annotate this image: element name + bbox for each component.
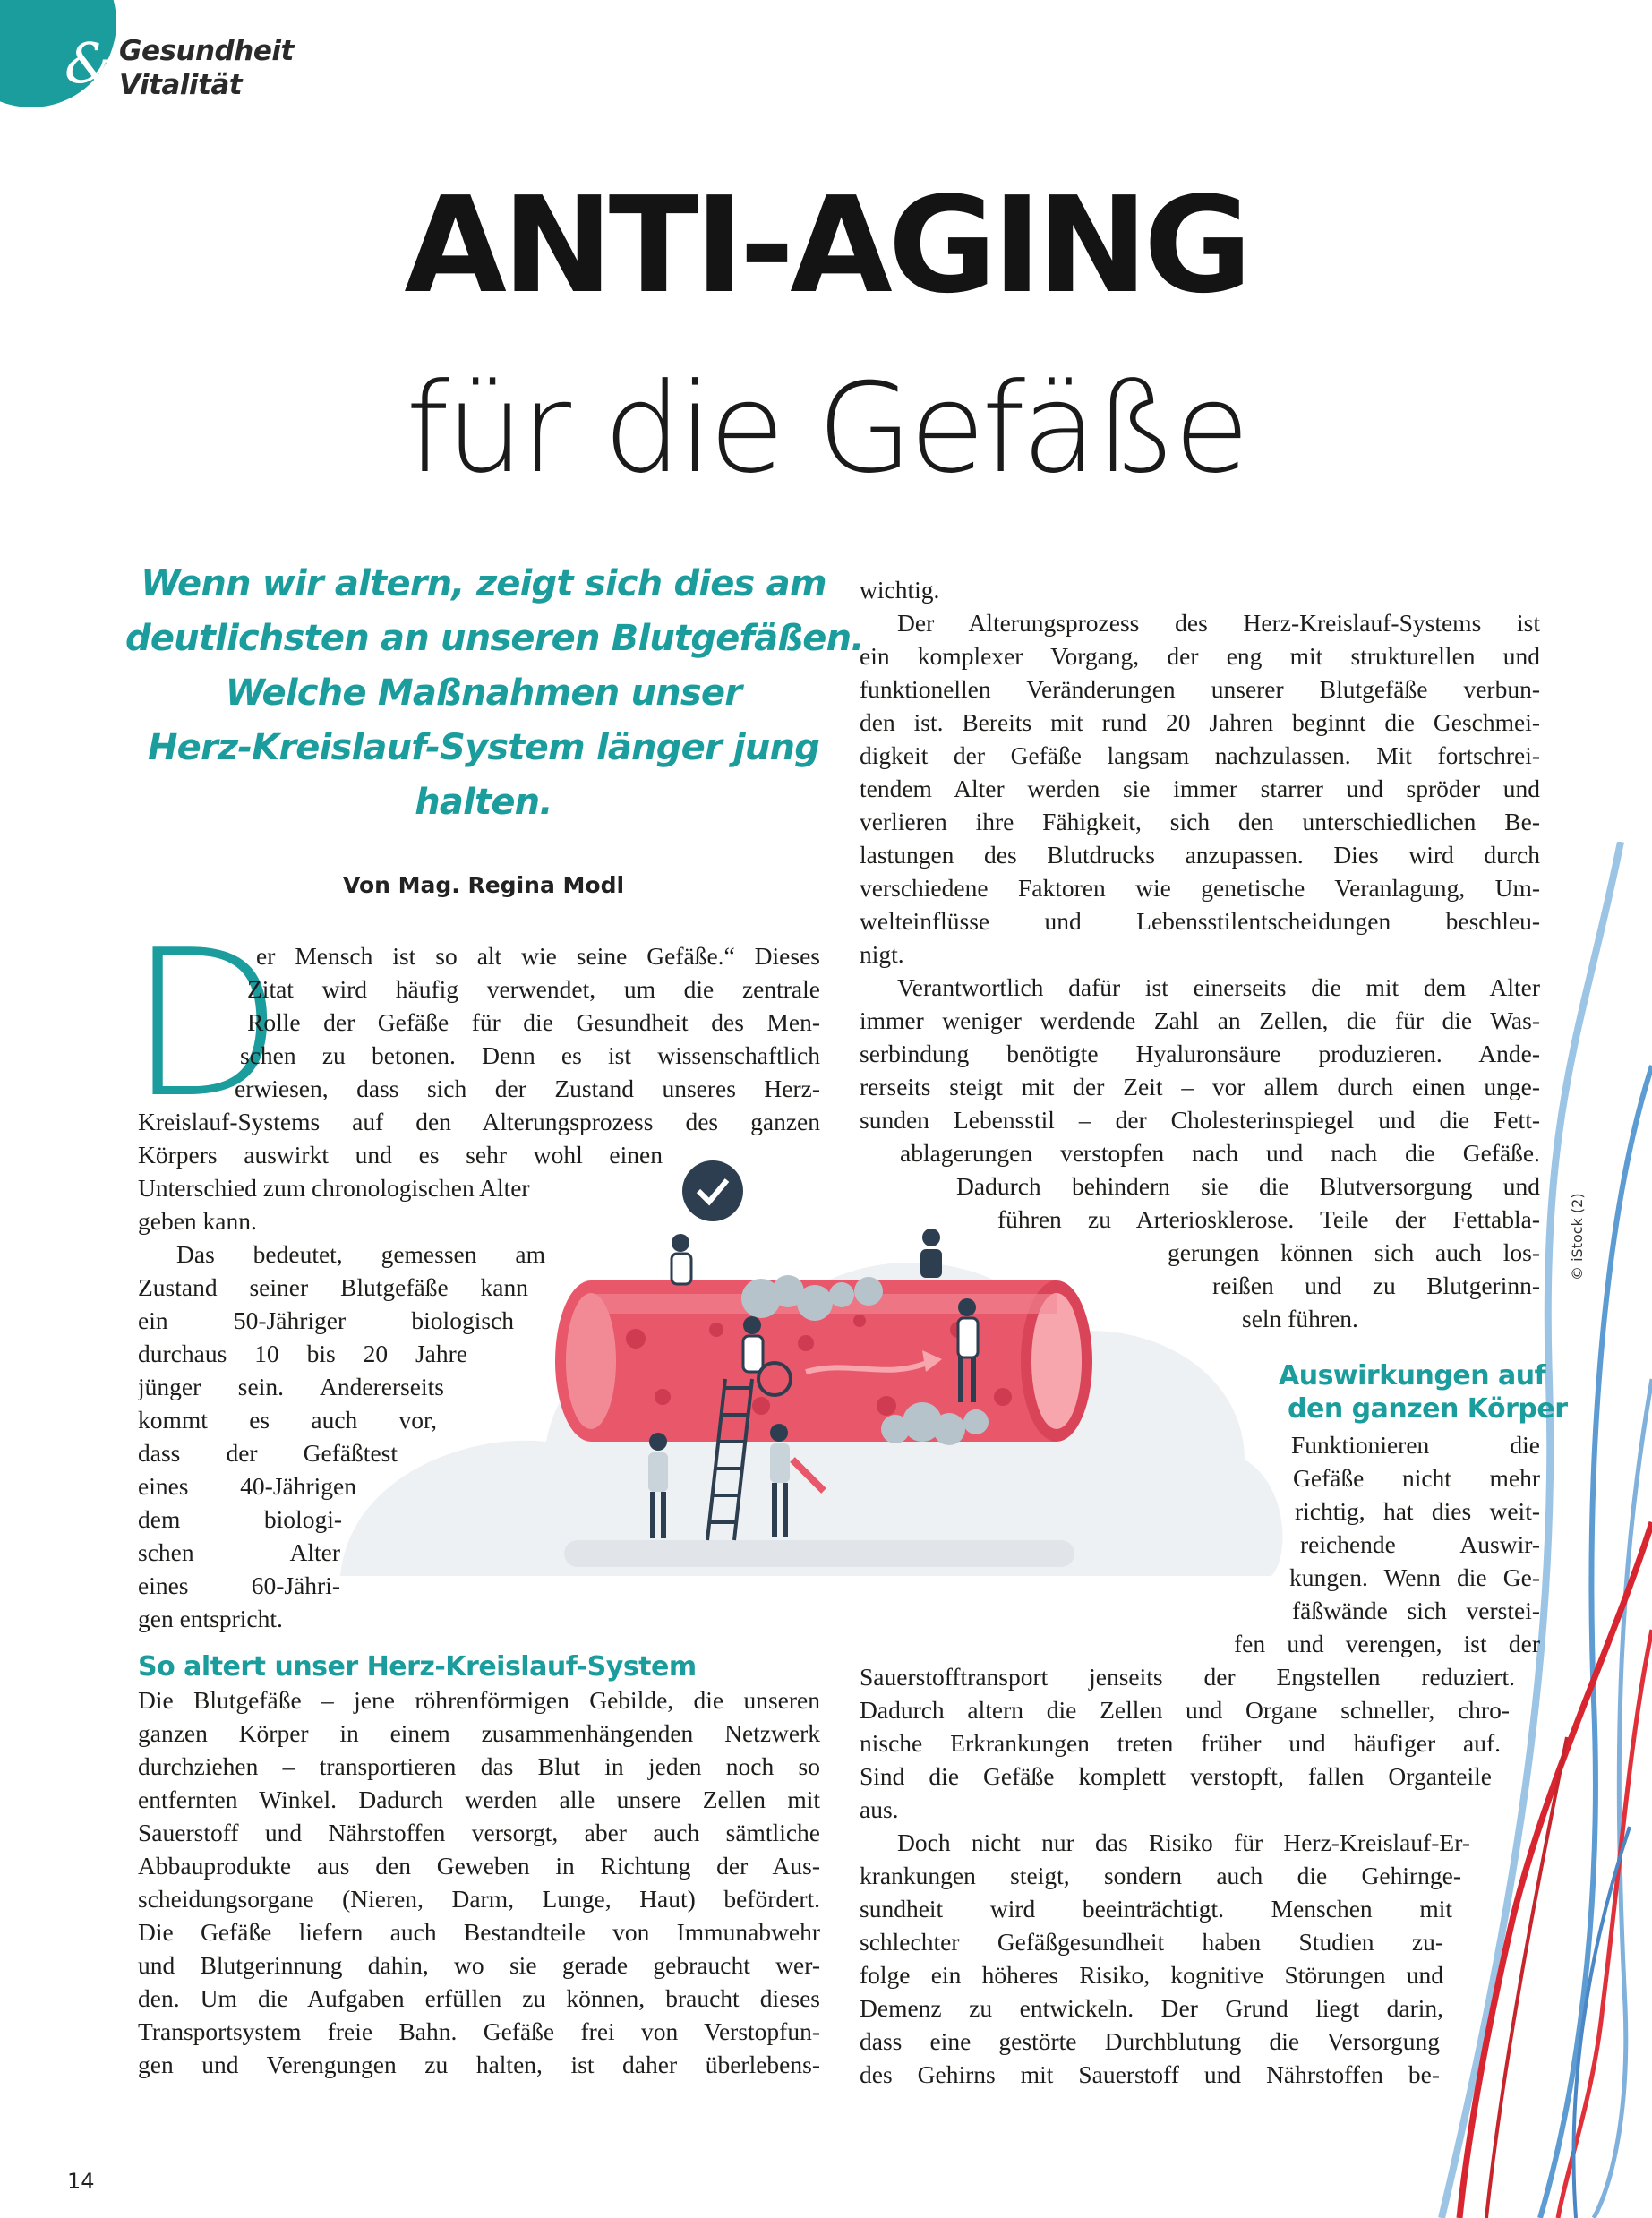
speech-bubble — [682, 1160, 743, 1221]
body-line: Dadurch altern die Zellen und Organe schneller, chro- — [860, 1696, 1510, 1724]
body-line: immer weniger werdende Zahl an Zellen, die für die Was- — [860, 1006, 1540, 1034]
body-line: reichende Auswir- — [1300, 1530, 1540, 1558]
body-line: Zitat wird häufig verwendet, um die zentrale — [247, 975, 820, 1003]
lead-line: Welche Maßnahmen unser — [225, 672, 742, 714]
body-line: Funktionieren die — [1291, 1431, 1540, 1459]
lead-line: Wenn wir altern, zeigt sich dies am — [141, 563, 826, 604]
body-line: welteinflüsse und Lebensstilentscheidungen beschleu- — [860, 907, 1540, 935]
body-line: wichtig. — [860, 576, 940, 604]
body-line: seln führen. — [1242, 1305, 1358, 1332]
body-line: krankungen steigt, sondern auch die Gehirnge- — [860, 1862, 1461, 1889]
lead-line: halten. — [415, 782, 552, 823]
body-line: nigt. — [860, 940, 904, 968]
body-line: richtig, hat dies weit- — [1295, 1497, 1540, 1525]
body-line: Das bedeutet, gemessen am — [176, 1240, 545, 1268]
body-line: ablagerungen verstopfen nach und nach die Gefäße. — [900, 1139, 1540, 1167]
body-line: funktionellen Veränderungen unserer Blutgefäße verbun- — [860, 675, 1540, 703]
body-line: durchaus 10 bis 20 Jahre — [138, 1340, 467, 1367]
body-line: Kreislauf-Systems auf den Alterungsprozess des ganzen — [138, 1108, 820, 1135]
lead-paragraph — [125, 557, 864, 830]
body-line: verlieren ihre Fähigkeit, sich den unterschiedlichen Be- — [860, 808, 1540, 835]
body-line: Der Alterungsprozess des Herz-Kreislauf-Systems ist — [897, 609, 1540, 637]
body-line: gerungen können sich auch los- — [1168, 1238, 1540, 1266]
body-line: durchziehen – transportieren das Blut in jeden noch so — [138, 1752, 820, 1780]
body-line: Abbauprodukte aus den Geweben in Richtung der Aus- — [138, 1852, 820, 1880]
headline-main: ANTI-AGING — [404, 168, 1248, 322]
body-line: erwiesen, dass sich der Zustand unseres Herz- — [235, 1075, 820, 1102]
body-line: verschiedene Faktoren wie genetische Veranlagung, Um- — [860, 874, 1540, 902]
body-line: Zustand seiner Blutgefäße kann — [138, 1273, 528, 1301]
body-line: Gefäße nicht mehr — [1293, 1464, 1540, 1492]
body-line: rerseits steigt mit der Zeit – vor allem durch einen unge- — [860, 1073, 1540, 1100]
body-line: gen entspricht. — [138, 1605, 283, 1632]
lead-line: Herz-Kreislauf-System länger jung — [147, 727, 820, 768]
body-line: eines 40-Jährigen — [138, 1472, 356, 1500]
body-line: fen und verengen, ist der — [1234, 1630, 1540, 1657]
body-line: Sind die Gefäße komplett verstopft, fallen Organteile — [860, 1762, 1492, 1790]
body-line: digkeit der Gefäße langsam nachzulassen. Mit fortschrei- — [860, 741, 1540, 769]
body-line: sundheit wird beeinträchtigt. Menschen mit — [860, 1895, 1452, 1923]
body-line: jünger sein. Andererseits — [138, 1373, 444, 1400]
body-line: schlechter Gefäßgesundheit haben Studien zu- — [860, 1928, 1443, 1956]
body-line: schen zu betonen. Denn es ist wissenschaftlich — [240, 1041, 820, 1069]
body-line: serbindung benötigte Hyaluronsäure produzieren. Ande- — [860, 1040, 1540, 1067]
body-line: schen Alter — [138, 1538, 340, 1566]
body-line: fäßwände sich verstei- — [1292, 1597, 1540, 1624]
body-line: eines 60-Jähri- — [138, 1571, 340, 1599]
drop-cap: D — [128, 907, 285, 1143]
headline-sub: für die Gefäße — [406, 356, 1246, 501]
body-line: reißen und zu Blutgerinn- — [1212, 1272, 1540, 1299]
body-line: führen zu Arteriosklerose. Teile der Fettabla- — [997, 1205, 1540, 1233]
body-line: kommt es auch vor, — [138, 1406, 437, 1434]
body-line: entfernten Winkel. Dadurch werden alle unsere Zellen mit — [138, 1786, 820, 1813]
body-line: Körpers auswirkt und es sehr wohl einen — [138, 1141, 663, 1169]
section-badge-ampersand: & — [64, 30, 115, 96]
body-line: den ist. Bereits mit rund 20 Jahren beginnt die Geschmei- — [860, 708, 1540, 736]
body-line: Die Gefäße liefern auch Bestandteile von Immunabwehr — [138, 1918, 820, 1946]
body-line: und Blutgerinnung dahin, wo sie gerade gebraucht wer- — [138, 1951, 820, 1979]
body-line: Sauerstoff und Nährstoffen versorgt, aber auch sämtliche — [138, 1819, 820, 1846]
body-line: Sauerstofftransport jenseits der Engstellen reduziert. — [860, 1663, 1515, 1691]
image-credit: © iStock (2) — [1569, 1193, 1586, 1280]
subhead-aging-system: So altert unser Herz-Kreislauf-System — [138, 1651, 697, 1683]
body-line: Demenz zu entwickeln. Der Grund liegt darin, — [860, 1994, 1443, 2022]
page-number: 14 — [67, 2169, 95, 2194]
body-line: dass eine gestörte Durchblutung die Versorgung — [860, 2027, 1440, 2055]
body-line: des Gehirns mit Sauerstoff und Nährstoffen be- — [860, 2060, 1440, 2088]
subhead-body-effects-line2: den ganzen Körper — [1288, 1393, 1568, 1425]
body-line: kungen. Wenn die Ge- — [1289, 1563, 1540, 1591]
body-line: Die Blutgefäße – jene röhrenförmigen Gebilde, die unseren — [138, 1686, 820, 1714]
body-line: Verantwortlich dafür ist einerseits die mit dem Alter — [897, 973, 1540, 1001]
body-line: aus. — [860, 1795, 899, 1823]
author-byline: Von Mag. Regina Modl — [342, 872, 625, 898]
illustration-floor-shadow — [564, 1540, 1074, 1567]
body-line: folge ein höheres Risiko, kognitive Störungen und — [860, 1961, 1443, 1989]
body-line: nische Erkrankungen treten früher und häufiger auf. — [860, 1729, 1501, 1757]
subhead-body-effects-line1: Auswirkungen auf — [1279, 1360, 1546, 1392]
body-line: dass der Gefäßtest — [138, 1439, 398, 1467]
lead-line: deutlichsten an unseren Blutgefäßen. — [125, 618, 864, 659]
body-line: lastungen des Blutdrucks anzupassen. Dies wird durch — [860, 841, 1540, 869]
body-line: sunden Lebensstil – der Cholesterinspiegel und die Fett- — [860, 1106, 1540, 1134]
body-line: Dadurch behindern sie die Blutversorgung und — [956, 1172, 1540, 1200]
body-line: er Mensch ist so alt wie seine Gefäße.“ Dieses — [256, 942, 820, 970]
body-line: tendem Alter werden sie immer starrer und spröder und — [860, 775, 1540, 802]
body-line: ganzen Körper in einem zusammenhängenden Netzwerk — [138, 1719, 820, 1747]
body-line: Transportsystem freie Bahn. Gefäße frei von Verstopfun- — [138, 2017, 820, 2045]
body-line: geben kann. — [138, 1207, 257, 1235]
body-line: ein 50-Jähriger biologisch — [138, 1306, 514, 1334]
body-line: ein komplexer Vorgang, der eng mit strukturellen und — [860, 642, 1540, 670]
body-line: Unterschied zum chronologischen Alter — [138, 1174, 530, 1202]
body-line: dem biologi- — [138, 1505, 342, 1533]
body-line: gen und Verengungen zu halten, ist daher überlebens- — [138, 2051, 820, 2078]
body-line: Rolle der Gefäße für die Gesundheit des Men- — [247, 1008, 820, 1036]
body-line: scheidungsorgane (Nieren, Darm, Lunge, Haut) befördert. — [138, 1885, 820, 1913]
body-line: den. Um die Aufgaben erfüllen zu können, braucht dieses — [138, 1984, 820, 2012]
body-line: Doch nicht nur das Risiko für Herz-Kreislauf-Er- — [897, 1828, 1470, 1856]
section-label-vitalitaet: Vitalität — [119, 69, 243, 101]
section-label-gesundheit: Gesundheit — [119, 35, 294, 67]
